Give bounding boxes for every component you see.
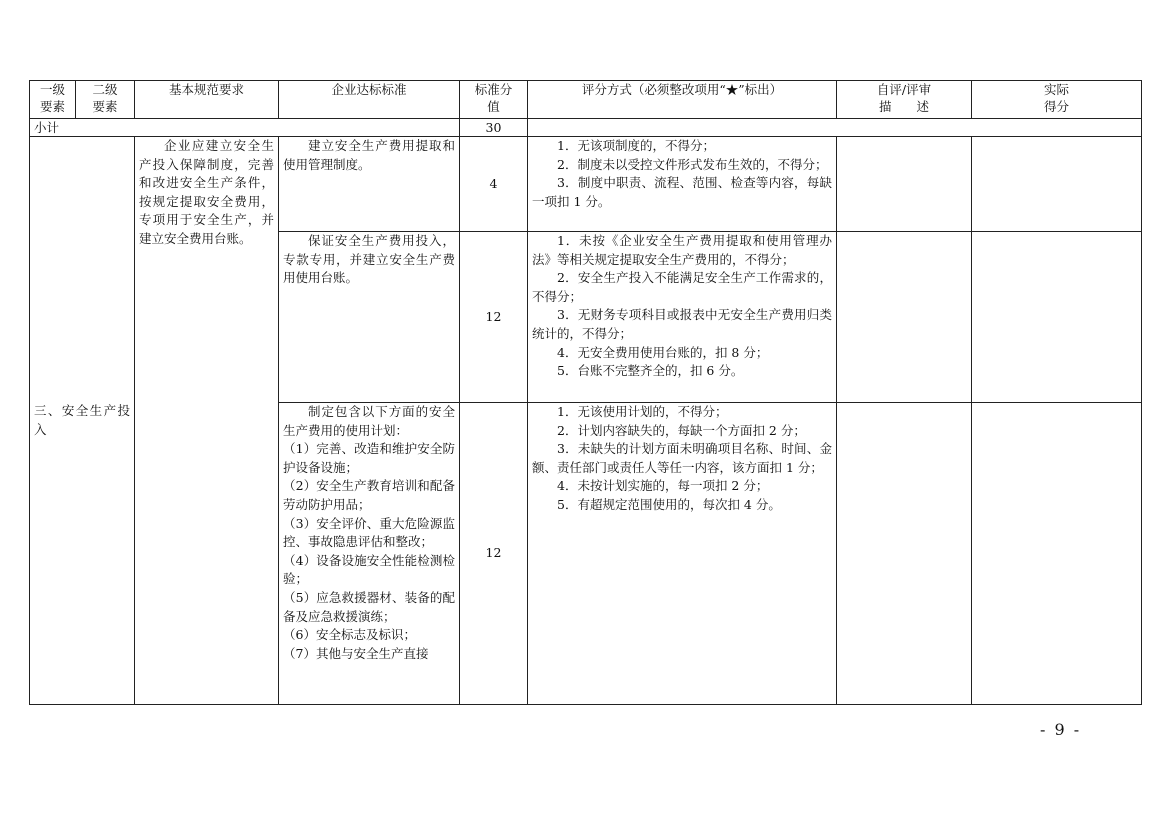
standard-line: （6）安全标志及标识； <box>283 627 416 643</box>
element1-cell: 三、安全生产投入 <box>30 137 135 705</box>
standard-line: （7）其他与安全生产直接 <box>283 645 429 661</box>
score-cell: 4 <box>460 137 528 232</box>
standard-line: （3）安全评价、重大危险源监控、事故隐患评估和整改； <box>283 515 455 550</box>
standard-line: （5）应急救援器材、装备的配备及应急救援演练； <box>283 589 455 624</box>
standard-line: （1）完善、改造和维护安全防护设备设施； <box>283 441 455 475</box>
standard-line: （2）安全生产教育培训和配备劳动防护用品； <box>283 478 455 512</box>
standard-line: 制定包含以下方面的安全生产费用的使用计划： <box>283 404 455 438</box>
page-number: - 9 - <box>1040 720 1082 739</box>
method-line: 2．计划内容缺失的，每缺一个方面扣 2 分； <box>557 422 806 438</box>
header-score: 标准分 值 <box>460 81 528 119</box>
header-actual: 实际 得分 <box>972 81 1142 119</box>
header-self-eval: 自评/评审 描 述 <box>837 81 972 119</box>
method-line: 5．有超规定范围使用的，每次扣 4 分。 <box>557 496 781 512</box>
method-line: 4．无安全费用使用台账的，扣 8 分； <box>557 344 769 360</box>
table-row <box>30 137 1142 232</box>
method-cell <box>528 403 837 705</box>
method-line: 3．无财务专项科目或报表中无安全生产费用归类统计的，不得分； <box>532 307 832 341</box>
method-line: 3．制度中职责、流程、范围、检查等内容，每缺一项扣 1 分。 <box>532 175 832 209</box>
method-line: 2．制度未以受控文件形式发布生效的，不得分； <box>557 156 828 172</box>
header-row <box>30 81 1142 119</box>
self-eval-cell <box>837 137 972 232</box>
evaluation-table <box>29 80 1142 705</box>
method-line: 5．台账不完整齐全的，扣 6 分。 <box>557 363 744 379</box>
header-level1: 一级 要素 <box>30 81 76 119</box>
method-line: 3．未缺失的计划方面未明确项目名称、时间、金额、责任部门或责任人等任一内容，该方面扣 1 分； <box>532 441 832 475</box>
standard-cell <box>279 403 460 705</box>
actual-score-cell <box>972 232 1142 403</box>
header-standard: 企业达标标准 <box>279 81 460 119</box>
method-line: 1．无该项制度的，不得分； <box>557 138 715 153</box>
standard-cell: 建立安全生产费用提取和使用管理制度。 <box>279 137 460 232</box>
method-line: 1．无该使用计划的，不得分； <box>557 404 728 419</box>
standard-cell: 保证安全生产费用投入，专款专用，并建立安全生产费用使用台账。 <box>279 232 460 403</box>
actual-score-cell <box>972 137 1142 232</box>
self-eval-cell <box>837 403 972 705</box>
method-line: 4．未按计划实施的，每一项扣 2 分； <box>557 478 769 494</box>
subtotal-empty <box>528 119 1142 137</box>
actual-score-cell <box>972 403 1142 705</box>
header-basic: 基本规范要求 <box>135 81 279 119</box>
score-cell: 12 <box>460 232 528 403</box>
method-cell <box>528 232 837 403</box>
subtotal-row <box>30 119 1142 137</box>
standard-line: （4）设备设施安全性能检测检验； <box>283 552 455 587</box>
header-level2: 二级 要素 <box>76 81 135 119</box>
method-line: 2．安全生产投入不能满足安全生产工作需求的，不得分； <box>532 270 832 304</box>
score-cell: 12 <box>460 403 528 705</box>
method-line: 1．未按《企业安全生产费用提取和使用管理办法》等相关规定提取安全生产费用的，不得分； <box>532 233 832 267</box>
header-method: 评分方式（必须整改项用“★”标出） <box>528 81 837 119</box>
subtotal-label: 小计 <box>30 119 460 137</box>
basic-requirement-cell: 企业应建立安全生产投入保障制度，完善和改进安全生产条件，按规定提取安全费用，专项用于安全生产，并建立安全费用台账。 <box>135 137 279 705</box>
self-eval-cell <box>837 232 972 403</box>
subtotal-score: 30 <box>460 119 528 137</box>
method-cell <box>528 137 837 232</box>
